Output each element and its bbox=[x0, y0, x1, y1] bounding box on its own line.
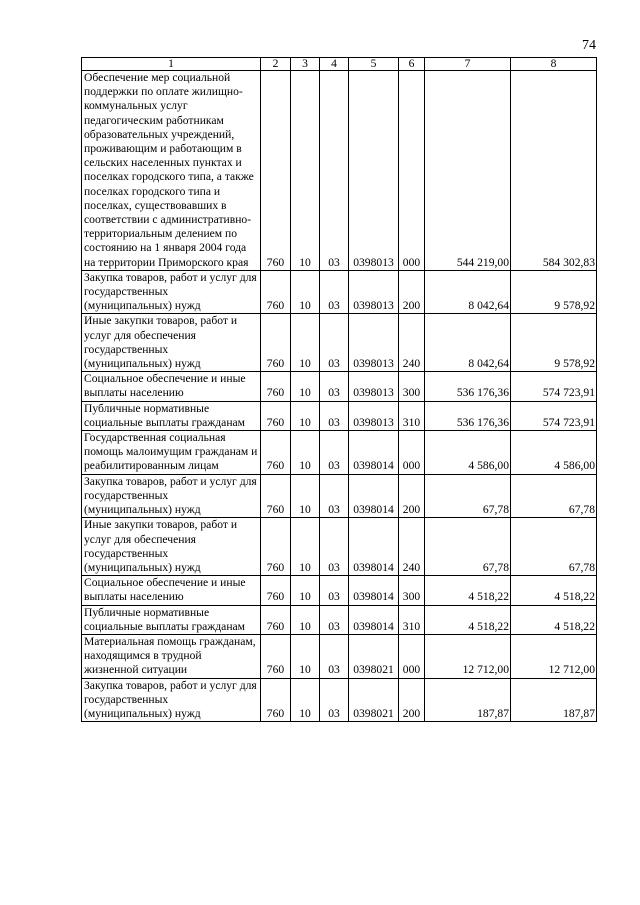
row-admin-code: 760 bbox=[261, 605, 291, 634]
row-name: Закупка товаров, работ и услуг для государственных (муниципальных) нужд bbox=[82, 678, 261, 722]
header-col-4: 4 bbox=[320, 58, 349, 71]
header-col-6: 6 bbox=[399, 58, 425, 71]
row-subsection: 03 bbox=[320, 431, 349, 475]
row-target-article: 0398013 bbox=[349, 314, 399, 372]
table-row bbox=[82, 518, 597, 576]
row-amount-col7: 8 042,64 bbox=[425, 270, 511, 314]
row-expense-type: 200 bbox=[399, 678, 425, 722]
row-target-article: 0398014 bbox=[349, 518, 399, 576]
row-expense-type: 000 bbox=[399, 71, 425, 271]
row-section: 10 bbox=[291, 605, 320, 634]
row-name: Публичные нормативные социальные выплаты гражданам bbox=[82, 401, 261, 430]
row-subsection: 03 bbox=[320, 71, 349, 271]
table-row bbox=[82, 372, 597, 401]
row-subsection: 03 bbox=[320, 270, 349, 314]
row-name: Публичные нормативные социальные выплаты гражданам bbox=[82, 605, 261, 634]
row-amount-col8: 584 302,83 bbox=[511, 71, 597, 271]
row-amount-col7: 67,78 bbox=[425, 474, 511, 518]
row-amount-col8: 4 518,22 bbox=[511, 605, 597, 634]
header-col-1: 1 bbox=[82, 58, 261, 71]
row-amount-col8: 12 712,00 bbox=[511, 634, 597, 678]
table-row bbox=[82, 314, 597, 372]
row-amount-col8: 187,87 bbox=[511, 678, 597, 722]
row-section: 10 bbox=[291, 431, 320, 475]
row-admin-code: 760 bbox=[261, 270, 291, 314]
row-subsection: 03 bbox=[320, 372, 349, 401]
row-section: 10 bbox=[291, 678, 320, 722]
table-row bbox=[82, 474, 597, 518]
budget-table bbox=[81, 57, 597, 722]
row-name: Социальное обеспечение и иные выплаты населению bbox=[82, 576, 261, 605]
row-amount-col7: 8 042,64 bbox=[425, 314, 511, 372]
row-expense-type: 000 bbox=[399, 634, 425, 678]
row-amount-col7: 536 176,36 bbox=[425, 401, 511, 430]
row-admin-code: 760 bbox=[261, 314, 291, 372]
row-amount-col8: 4 518,22 bbox=[511, 576, 597, 605]
row-name: Иные закупки товаров, работ и услуг для обеспечения государственных (муниципальных) нужд bbox=[82, 518, 261, 576]
row-amount-col7: 187,87 bbox=[425, 678, 511, 722]
row-target-article: 0398014 bbox=[349, 474, 399, 518]
row-subsection: 03 bbox=[320, 576, 349, 605]
row-target-article: 0398013 bbox=[349, 270, 399, 314]
row-section: 10 bbox=[291, 372, 320, 401]
row-name: Обеспечение мер социальной поддержки по оплате жилищно-коммунальных услуг педагогическим работникам образовательных учреждений, проживающим и работающим в сельских населенных пунктах и поселках городского типа, а также поселках городского типа и поселках, существовавших в соответствии с административно-территориальным делением по состоянию на 1 января 2004 года на территории Приморского края bbox=[82, 71, 261, 271]
row-expense-type: 300 bbox=[399, 372, 425, 401]
row-subsection: 03 bbox=[320, 401, 349, 430]
row-amount-col7: 12 712,00 bbox=[425, 634, 511, 678]
row-amount-col8: 574 723,91 bbox=[511, 401, 597, 430]
row-admin-code: 760 bbox=[261, 518, 291, 576]
row-section: 10 bbox=[291, 71, 320, 271]
row-subsection: 03 bbox=[320, 474, 349, 518]
row-section: 10 bbox=[291, 314, 320, 372]
header-col-3: 3 bbox=[291, 58, 320, 71]
table-row bbox=[82, 431, 597, 475]
row-expense-type: 200 bbox=[399, 270, 425, 314]
header-col-2: 2 bbox=[261, 58, 291, 71]
row-expense-type: 310 bbox=[399, 605, 425, 634]
row-target-article: 0398013 bbox=[349, 372, 399, 401]
row-target-article: 0398014 bbox=[349, 576, 399, 605]
header-col-5: 5 bbox=[349, 58, 399, 71]
header-row bbox=[82, 58, 597, 71]
row-amount-col8: 67,78 bbox=[511, 474, 597, 518]
row-expense-type: 300 bbox=[399, 576, 425, 605]
row-amount-col7: 4 518,22 bbox=[425, 605, 511, 634]
row-expense-type: 240 bbox=[399, 518, 425, 576]
row-target-article: 0398021 bbox=[349, 634, 399, 678]
header-col-8: 8 bbox=[511, 58, 597, 71]
row-admin-code: 760 bbox=[261, 401, 291, 430]
row-section: 10 bbox=[291, 401, 320, 430]
row-expense-type: 000 bbox=[399, 431, 425, 475]
row-section: 10 bbox=[291, 634, 320, 678]
table-row bbox=[82, 605, 597, 634]
row-amount-col8: 4 586,00 bbox=[511, 431, 597, 475]
row-name: Закупка товаров, работ и услуг для государственных (муниципальных) нужд bbox=[82, 270, 261, 314]
row-amount-col7: 4 518,22 bbox=[425, 576, 511, 605]
row-subsection: 03 bbox=[320, 634, 349, 678]
row-amount-col8: 9 578,92 bbox=[511, 314, 597, 372]
row-target-article: 0398021 bbox=[349, 678, 399, 722]
table-row bbox=[82, 576, 597, 605]
row-admin-code: 760 bbox=[261, 634, 291, 678]
row-subsection: 03 bbox=[320, 314, 349, 372]
row-amount-col8: 574 723,91 bbox=[511, 372, 597, 401]
row-admin-code: 760 bbox=[261, 431, 291, 475]
row-section: 10 bbox=[291, 474, 320, 518]
table-row bbox=[82, 401, 597, 430]
table-row bbox=[82, 634, 597, 678]
row-expense-type: 200 bbox=[399, 474, 425, 518]
row-admin-code: 760 bbox=[261, 372, 291, 401]
row-expense-type: 240 bbox=[399, 314, 425, 372]
row-admin-code: 760 bbox=[261, 576, 291, 605]
table-row bbox=[82, 71, 597, 271]
row-target-article: 0398013 bbox=[349, 71, 399, 271]
row-amount-col7: 4 586,00 bbox=[425, 431, 511, 475]
row-name: Закупка товаров, работ и услуг для государственных (муниципальных) нужд bbox=[82, 474, 261, 518]
row-subsection: 03 bbox=[320, 605, 349, 634]
row-target-article: 0398014 bbox=[349, 605, 399, 634]
page-number: 74 bbox=[582, 38, 596, 53]
row-section: 10 bbox=[291, 518, 320, 576]
row-amount-col8: 67,78 bbox=[511, 518, 597, 576]
row-section: 10 bbox=[291, 270, 320, 314]
row-name: Иные закупки товаров, работ и услуг для обеспечения государственных (муниципальных) нужд bbox=[82, 314, 261, 372]
row-amount-col8: 9 578,92 bbox=[511, 270, 597, 314]
row-name: Материальная помощь гражданам, находящимся в трудной жизненной ситуации bbox=[82, 634, 261, 678]
row-name: Социальное обеспечение и иные выплаты населению bbox=[82, 372, 261, 401]
row-admin-code: 760 bbox=[261, 474, 291, 518]
row-target-article: 0398014 bbox=[349, 431, 399, 475]
row-admin-code: 760 bbox=[261, 678, 291, 722]
row-admin-code: 760 bbox=[261, 71, 291, 271]
row-amount-col7: 544 219,00 bbox=[425, 71, 511, 271]
row-name: Государственная социальная помощь малоимущим гражданам и реабилитированным лицам bbox=[82, 431, 261, 475]
header-col-7: 7 bbox=[425, 58, 511, 71]
table-row bbox=[82, 270, 597, 314]
row-target-article: 0398013 bbox=[349, 401, 399, 430]
row-amount-col7: 67,78 bbox=[425, 518, 511, 576]
row-section: 10 bbox=[291, 576, 320, 605]
row-amount-col7: 536 176,36 bbox=[425, 372, 511, 401]
row-subsection: 03 bbox=[320, 678, 349, 722]
row-subsection: 03 bbox=[320, 518, 349, 576]
row-expense-type: 310 bbox=[399, 401, 425, 430]
table-row bbox=[82, 678, 597, 722]
